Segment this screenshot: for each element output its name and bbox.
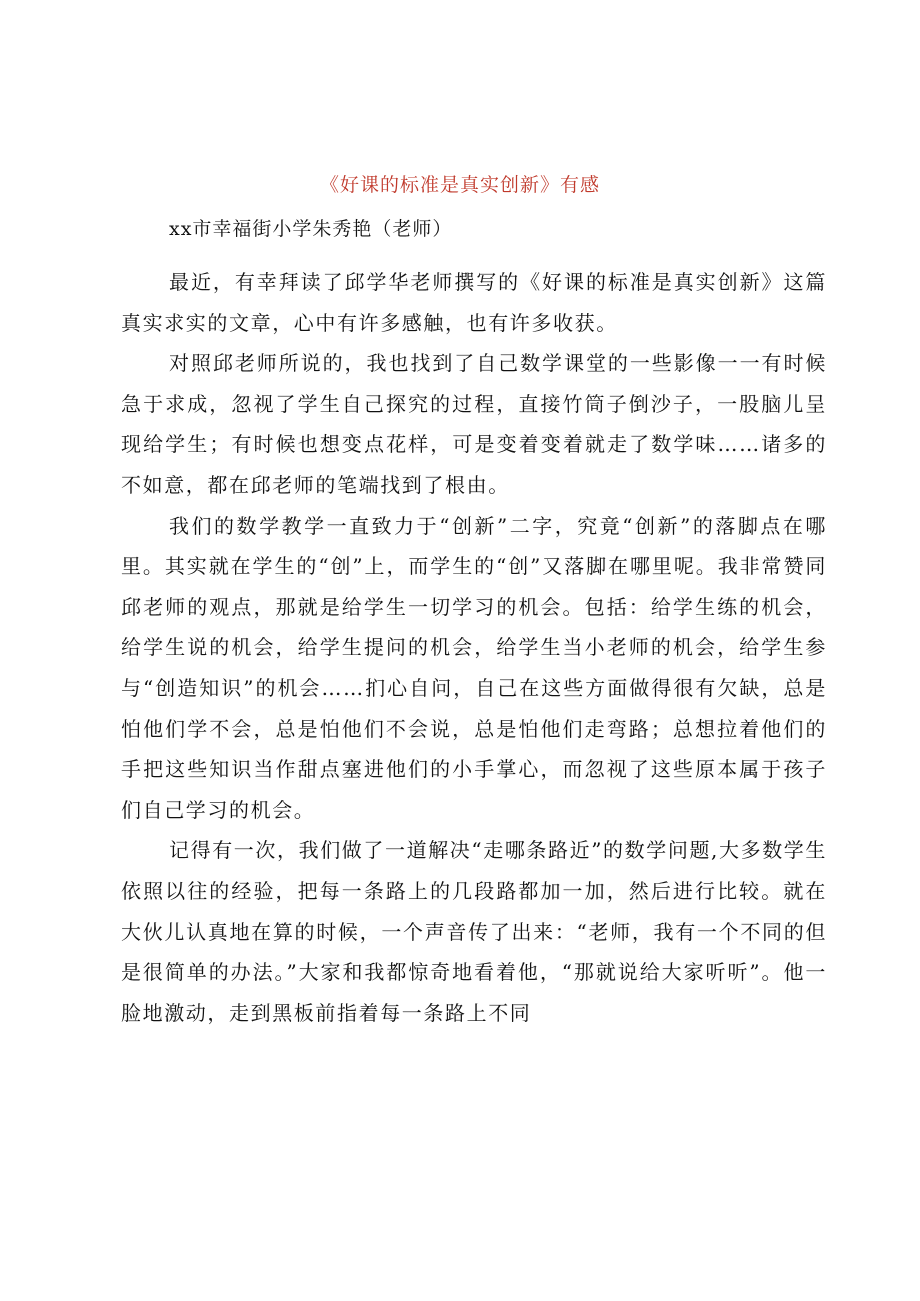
- paragraph-2: 对照邱老师所说的，我也找到了自己数学课堂的一些影像一一有时候急于求成，忽视了学生自己探究的过程，直接竹筒子倒沙子，一股脑儿呈现给学生；有时候也想变点花样，可是变着变着就走了数学味……诸多的不如意，都在邱老师的笔端找到了根由。: [121, 351, 827, 497]
- document-body: [121, 262, 827, 1033]
- paragraph-3: 我们的数学教学一直致力于“创新”二字，究竟“创新”的落脚点在哪里。其实就在学生的“创”上，而学生的“创”又落脚在哪里呢。我非常赞同邱老师的观点，那就是给学生一切学习的机会。包括：给学生练的机会，给学生说的机会，给学生提问的机会，给学生当小老师的机会，给学生参与“创造知识”的机会……扪心自问，自己在这些方面做得很有欠缺，总是怕他们学不会，总是怕他们不会说，总是怕他们走弯路；总想拉着他们的手把这些知识当作甜点塞进他们的小手掌心，而忽视了这些原本属于孩子们自己学习的机会。: [121, 513, 827, 822]
- document-title: 《好课的标准是真实创新》有感: [319, 174, 600, 196]
- paragraph-1: 最近，有幸拜读了邱学华老师撰写的《好课的标准是真实创新》这篇真实求实的文章，心中有许多感触，也有许多收获。: [121, 270, 827, 335]
- author-byline: xx市幸福街小学朱秀艳（老师）: [169, 218, 453, 240]
- paragraph-4: 记得有一次，我们做了一道解决“走哪条路近”的数学问题,大多数学生依照以往的经验，把每一条路上的几段路都加一加，然后进行比较。就在大伙儿认真地在算的时候，一个声音传了出来：“老师，我有一个不同的但是很简单的办法。”大家和我都惊奇地看着他，“那就说给大家听听”。他一脸地激动，走到黑板前指着每一条路上不同: [121, 838, 828, 1025]
